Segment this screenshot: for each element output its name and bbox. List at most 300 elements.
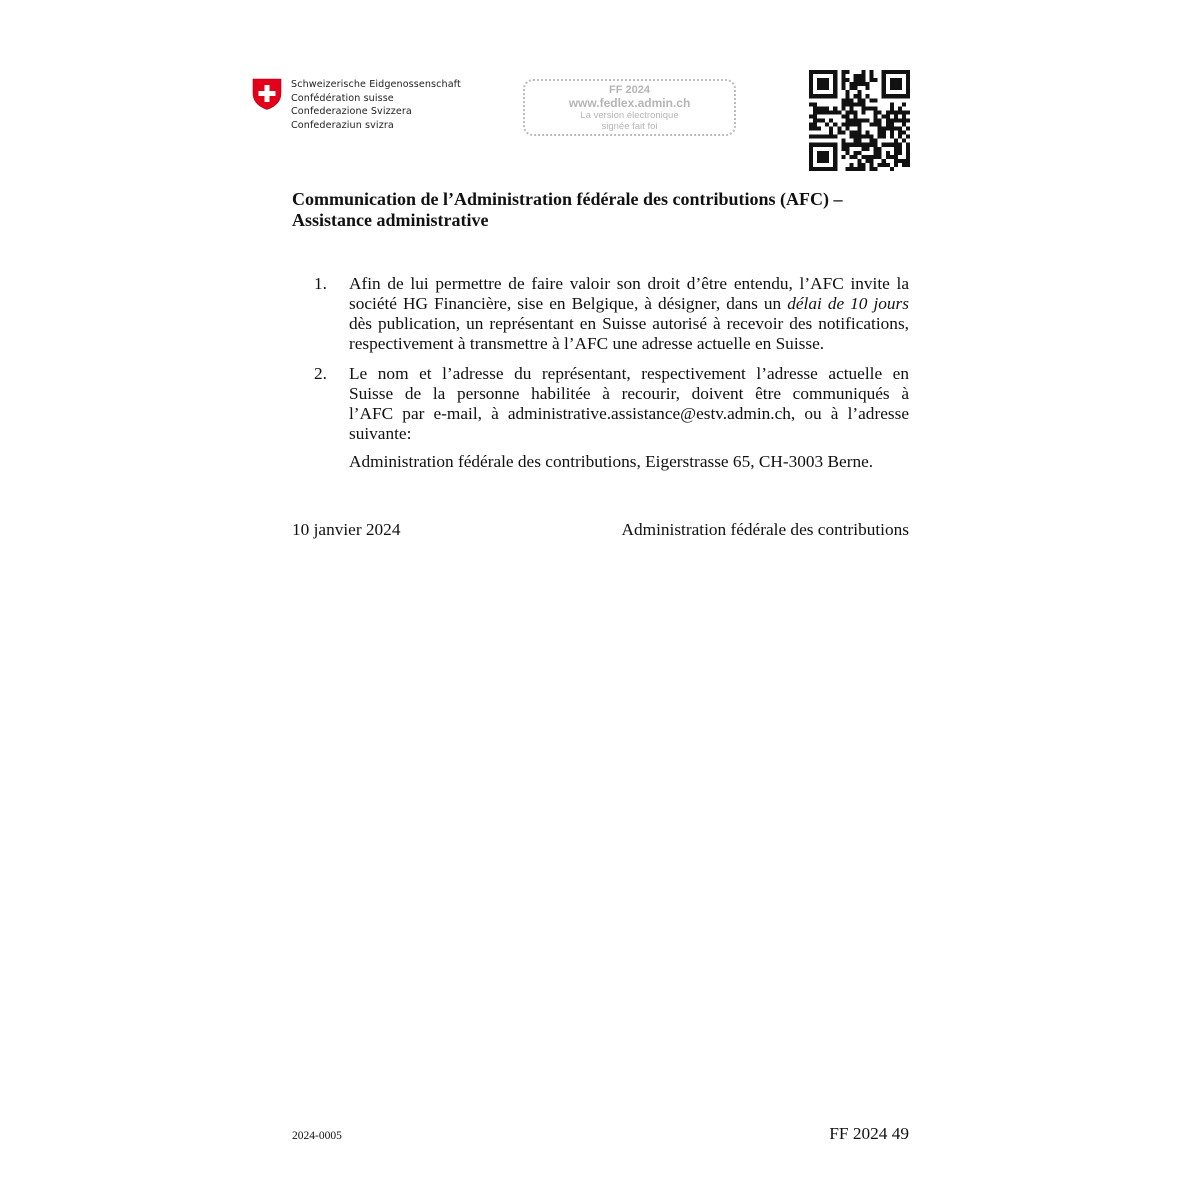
qr-module: [857, 139, 861, 143]
qr-module: [870, 167, 874, 171]
qr-module: [857, 143, 861, 147]
qr-module: [906, 90, 910, 94]
qr-module: [857, 94, 861, 98]
qr-module: [898, 82, 902, 86]
qr-module: [809, 78, 813, 82]
text-run: suivante:: [349, 424, 412, 443]
qr-module: [809, 74, 813, 78]
qr-module: [878, 110, 882, 114]
qr-module: [898, 110, 902, 114]
qr-module: [813, 106, 817, 110]
qr-module: [853, 82, 857, 86]
qr-module: [890, 110, 894, 114]
qr-module: [833, 78, 837, 82]
qr-module: [857, 127, 861, 131]
qr-module: [878, 155, 882, 159]
qr-module: [809, 123, 813, 127]
qr-module: [841, 155, 845, 159]
qr-module: [894, 143, 898, 147]
qr-module: [866, 155, 870, 159]
qr-module: [821, 106, 825, 110]
qr-module: [809, 155, 813, 159]
qr-module: [845, 118, 849, 122]
qr-module: [862, 98, 866, 102]
text-run: dès publication, un représentant en Suisse autorisé à recevoir des notifications,: [349, 314, 909, 333]
qr-module: [866, 135, 870, 139]
qr-module: [890, 167, 894, 171]
qr-module: [902, 70, 906, 74]
qr-module: [898, 118, 902, 122]
item-line: [349, 314, 909, 334]
qr-module: [841, 78, 845, 82]
qr-module: [833, 163, 837, 167]
qr-module: [813, 110, 817, 114]
qr-module: [817, 127, 821, 131]
qr-module: [833, 110, 837, 114]
qr-module: [825, 78, 829, 82]
qr-module: [857, 159, 861, 163]
confederation-name-de: Schweizerische Eidgenossenschaft: [291, 79, 461, 90]
qr-module: [809, 86, 813, 90]
qr-module: [874, 151, 878, 155]
qr-module: [833, 135, 837, 139]
qr-module: [849, 102, 853, 106]
qr-module: [906, 94, 910, 98]
qr-module: [809, 147, 813, 151]
qr-module: [813, 167, 817, 171]
qr-module: [845, 98, 849, 102]
qr-module: [906, 127, 910, 131]
qr-module: [813, 127, 817, 131]
qr-module: [853, 135, 857, 139]
qr-module: [825, 123, 829, 127]
stamp-note-1: La version électronique: [580, 110, 679, 121]
qr-module: [870, 143, 874, 147]
qr-module: [862, 82, 866, 86]
qr-module: [890, 102, 894, 106]
item-line: [349, 334, 909, 354]
qr-module: [845, 78, 849, 82]
qr-module: [857, 151, 861, 155]
qr-module: [882, 127, 886, 131]
qr-module: [906, 110, 910, 114]
qr-module: [882, 82, 886, 86]
text-run: Suisse de la personne habilitée à recourir, doivent être communiqués à: [349, 384, 909, 403]
qr-module: [902, 159, 906, 163]
qr-module: [906, 159, 910, 163]
qr-module: [898, 94, 902, 98]
qr-module: [853, 118, 857, 122]
qr-module: [886, 94, 890, 98]
qr-module: [857, 131, 861, 135]
qr-module: [894, 94, 898, 98]
qr-module: [853, 102, 857, 106]
qr-module: [837, 110, 841, 114]
qr-module: [906, 86, 910, 90]
qr-module: [821, 94, 825, 98]
qr-module: [817, 106, 821, 110]
qr-module: [862, 110, 866, 114]
qr-module: [841, 86, 845, 90]
qr-module: [841, 82, 845, 86]
stamp-ff-year: FF 2024: [609, 84, 650, 96]
qr-module: [866, 131, 870, 135]
issuing-authority: Administration fédérale des contributions: [621, 520, 909, 539]
qr-module: [870, 70, 874, 74]
qr-module: [898, 131, 902, 135]
qr-module: [898, 127, 902, 131]
qr-module: [902, 163, 906, 167]
qr-module: [841, 147, 845, 151]
qr-module: [862, 70, 866, 74]
qr-module: [874, 143, 878, 147]
qr-module: [809, 114, 813, 118]
qr-module: [874, 118, 878, 122]
qr-module: [862, 143, 866, 147]
qr-module: [849, 110, 853, 114]
qr-module: [870, 78, 874, 82]
qr-module: [829, 135, 833, 139]
qr-module: [853, 78, 857, 82]
qr-module: [890, 94, 894, 98]
qr-module: [898, 159, 902, 163]
qr-module: [890, 70, 894, 74]
qr-module: [874, 147, 878, 151]
qr-module: [862, 163, 866, 167]
qr-module: [849, 98, 853, 102]
document-title: [292, 189, 932, 231]
fedlex-stamp: [523, 79, 736, 136]
qr-module: [817, 151, 821, 155]
qr-module: [845, 90, 849, 94]
qr-module: [890, 86, 894, 90]
qr-module: [833, 123, 837, 127]
qr-module: [825, 159, 829, 163]
qr-module: [817, 94, 821, 98]
qr-module: [817, 86, 821, 90]
qr-module: [857, 163, 861, 167]
qr-module: [809, 102, 813, 106]
qr-module: [833, 82, 837, 86]
qr-module: [845, 70, 849, 74]
qr-module: [894, 110, 898, 114]
qr-module: [890, 135, 894, 139]
qr-module: [849, 123, 853, 127]
qr-module: [829, 110, 833, 114]
qr-module: [829, 143, 833, 147]
qr-module: [857, 123, 861, 127]
qr-module: [898, 70, 902, 74]
text-run: société HG Financière, sise en Belgique, à désigner, dans un: [349, 294, 788, 313]
qr-module: [833, 70, 837, 74]
qr-module: [833, 106, 837, 110]
qr-module: [853, 131, 857, 135]
qr-module: [841, 74, 845, 78]
qr-module: [829, 118, 833, 122]
qr-module: [833, 74, 837, 78]
qr-module: [862, 135, 866, 139]
qr-module: [902, 123, 906, 127]
qr-module: [866, 94, 870, 98]
qr-module: [833, 143, 837, 147]
qr-module: [886, 118, 890, 122]
item-line: [349, 364, 909, 384]
qr-module: [849, 143, 853, 147]
qr-module: [821, 70, 825, 74]
qr-module: [857, 74, 861, 78]
qr-module: [825, 155, 829, 159]
qr-module: [857, 98, 861, 102]
qr-module: [874, 98, 878, 102]
qr-module: [825, 82, 829, 86]
qr-module: [825, 143, 829, 147]
qr-module: [866, 143, 870, 147]
qr-module: [890, 106, 894, 110]
confederation-name-rm: Confederaziun svizra: [291, 119, 394, 131]
qr-module: [882, 143, 886, 147]
qr-module: [845, 94, 849, 98]
qr-module: [809, 94, 813, 98]
qr-module: [862, 147, 866, 151]
qr-module: [845, 110, 849, 114]
qr-module: [874, 123, 878, 127]
qr-module: [886, 143, 890, 147]
confederation-name-it: Confederazione Svizzera: [291, 106, 412, 117]
qr-module: [870, 98, 874, 102]
qr-module: [809, 151, 813, 155]
qr-module: [894, 82, 898, 86]
item-text: [349, 364, 909, 444]
qr-module: [821, 110, 825, 114]
qr-module: [809, 82, 813, 86]
qr-module: [845, 102, 849, 106]
qr-module: [813, 118, 817, 122]
qr-module: [906, 155, 910, 159]
qr-module: [866, 86, 870, 90]
qr-module: [906, 135, 910, 139]
qr-module: [886, 110, 890, 114]
qr-module: [898, 106, 902, 110]
qr-module: [894, 163, 898, 167]
qr-module: [878, 118, 882, 122]
qr-module: [890, 78, 894, 82]
qr-module: [821, 78, 825, 82]
qr-module: [817, 167, 821, 171]
qr-module: [906, 78, 910, 82]
item-number: 1.: [314, 274, 327, 293]
qr-module: [906, 147, 910, 151]
qr-module: [821, 151, 825, 155]
qr-module: [878, 135, 882, 139]
qr-module: [845, 123, 849, 127]
qr-module: [862, 102, 866, 106]
qr-module: [833, 94, 837, 98]
qr-module: [809, 135, 813, 139]
qr-module: [890, 123, 894, 127]
qr-module: [849, 131, 853, 135]
qr-module: [894, 147, 898, 151]
qr-module: [878, 147, 882, 151]
qr-module: [853, 167, 857, 171]
qr-module: [874, 167, 878, 171]
qr-module: [825, 110, 829, 114]
qr-module: [898, 147, 902, 151]
document-reference: 2024-0005: [292, 1130, 342, 1142]
qr-module: [902, 102, 906, 106]
qr-module: [857, 102, 861, 106]
qr-module: [882, 86, 886, 90]
qr-module: [853, 155, 857, 159]
qr-module: [890, 143, 894, 147]
qr-module: [825, 94, 829, 98]
confederation-names: [291, 78, 461, 132]
qr-module: [894, 155, 898, 159]
qr-module: [890, 155, 894, 159]
qr-module: [817, 135, 821, 139]
qr-module: [853, 139, 857, 143]
qr-module: [882, 70, 886, 74]
qr-module: [906, 143, 910, 147]
qr-module: [821, 135, 825, 139]
qr-module: [821, 143, 825, 147]
qr-module: [882, 114, 886, 118]
ff-page-reference: FF 2024 49: [829, 1124, 909, 1143]
qr-module: [841, 139, 845, 143]
qr-module: [898, 135, 902, 139]
qr-code-icon: [809, 70, 910, 171]
qr-module: [817, 70, 821, 74]
qr-module: [825, 86, 829, 90]
qr-module: [845, 147, 849, 151]
qr-module: [894, 139, 898, 143]
qr-module: [833, 147, 837, 151]
qr-module: [853, 143, 857, 147]
qr-module: [862, 106, 866, 110]
qr-module: [902, 131, 906, 135]
qr-module: [890, 131, 894, 135]
item-text: [349, 274, 909, 354]
qr-module: [809, 143, 813, 147]
qr-module: [841, 70, 845, 74]
qr-module: [878, 151, 882, 155]
qr-module: [870, 74, 874, 78]
document-date: 10 janvier 2024: [292, 520, 401, 539]
item-line: [349, 424, 909, 444]
qr-module: [857, 135, 861, 139]
qr-module: [809, 167, 813, 171]
qr-module: [841, 114, 845, 118]
qr-module: [882, 131, 886, 135]
qr-module: [809, 127, 813, 131]
qr-module: [809, 70, 813, 74]
qr-module: [894, 114, 898, 118]
qr-module: [866, 106, 870, 110]
qr-module: [853, 123, 857, 127]
qr-module: [809, 159, 813, 163]
qr-module: [906, 70, 910, 74]
qr-module: [866, 82, 870, 86]
qr-module: [841, 131, 845, 135]
qr-module: [825, 151, 829, 155]
qr-module: [906, 74, 910, 78]
qr-module: [821, 86, 825, 90]
qr-module: [862, 78, 866, 82]
item-line: [349, 404, 909, 424]
qr-module: [902, 118, 906, 122]
qr-module: [825, 70, 829, 74]
qr-module: [870, 163, 874, 167]
qr-module: [821, 155, 825, 159]
qr-module: [841, 123, 845, 127]
qr-module: [853, 86, 857, 90]
qr-module: [849, 163, 853, 167]
qr-module: [853, 110, 857, 114]
qr-module: [906, 151, 910, 155]
qr-module: [894, 86, 898, 90]
qr-module: [813, 114, 817, 118]
qr-module: [894, 159, 898, 163]
qr-module: [853, 74, 857, 78]
qr-module: [829, 127, 833, 131]
qr-module: [833, 90, 837, 94]
qr-module: [829, 131, 833, 135]
qr-module: [886, 151, 890, 155]
qr-module: [817, 110, 821, 114]
qr-module: [906, 118, 910, 122]
qr-module: [898, 78, 902, 82]
qr-module: [817, 143, 821, 147]
item-number: 2.: [314, 364, 327, 383]
text-run: Afin de lui permettre de faire valoir son droit d’être entendu, l’AFC invite la: [349, 274, 909, 293]
title-line-2: Assistance administrative: [292, 210, 489, 230]
emphasized-deadline: délai de 10 jours: [787, 294, 910, 313]
qr-module: [829, 70, 833, 74]
qr-module: [857, 82, 861, 86]
qr-module: [857, 90, 861, 94]
qr-module: [853, 151, 857, 155]
qr-module: [857, 167, 861, 171]
qr-module: [866, 159, 870, 163]
qr-module: [906, 82, 910, 86]
qr-module: [870, 159, 874, 163]
qr-module: [849, 155, 853, 159]
qr-module: [870, 123, 874, 127]
item-line: [349, 384, 909, 404]
item-line: [349, 294, 909, 314]
qr-module: [857, 118, 861, 122]
qr-module: [845, 114, 849, 118]
qr-module: [878, 127, 882, 131]
qr-module: [886, 123, 890, 127]
text-run: l’AFC par e-mail, à administrative.assistance@estv.admin.ch, ou à l’adresse: [349, 404, 909, 423]
qr-module: [829, 94, 833, 98]
qr-module: [813, 102, 817, 106]
qr-module: [853, 94, 857, 98]
qr-module: [809, 90, 813, 94]
qr-module: [886, 70, 890, 74]
qr-module: [841, 102, 845, 106]
qr-module: [813, 143, 817, 147]
qr-module: [866, 147, 870, 151]
item-line: [349, 274, 909, 294]
qr-module: [845, 127, 849, 131]
qr-module: [870, 135, 874, 139]
qr-module: [874, 155, 878, 159]
qr-module: [882, 159, 886, 163]
qr-module: [841, 106, 845, 110]
qr-module: [882, 78, 886, 82]
qr-module: [833, 86, 837, 90]
